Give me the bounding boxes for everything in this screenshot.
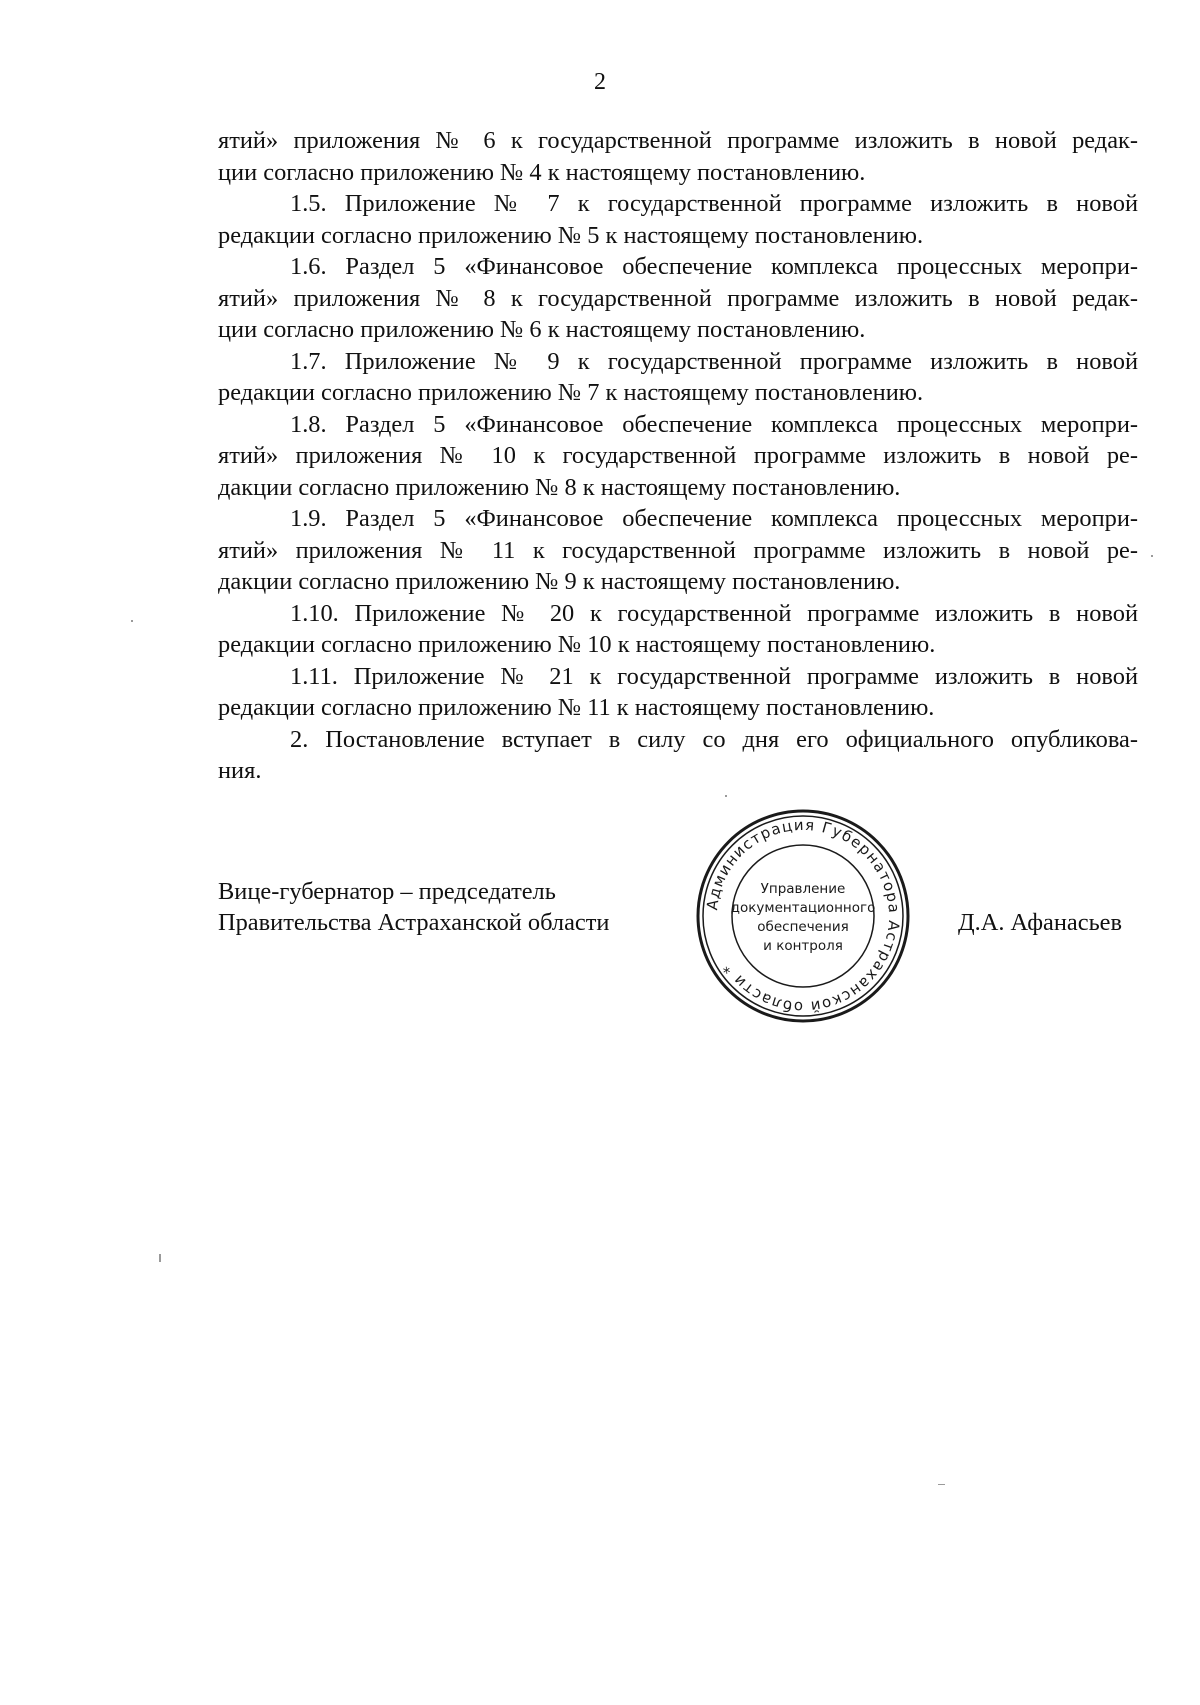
page-number: 2 <box>594 69 606 95</box>
scan-speck <box>725 795 727 797</box>
paragraph-line: ятий» приложения № 8 к государственной программе изложить в новой редак- <box>218 284 1138 312</box>
paragraph-line: 1.6. Раздел 5 «Финансовое обеспечение комплекса процессных меропри- <box>290 253 1138 280</box>
signatory-position <box>218 876 609 938</box>
paragraph-line: 1.5. Приложение № 7 к государственной программе изложить в новой <box>290 190 1138 217</box>
document-body <box>218 125 1138 787</box>
paragraph-line: редакции согласно приложению № 11 к настоящему постановлению. <box>218 694 935 721</box>
paragraph <box>218 188 1138 251</box>
paragraph-line: ятий» приложения № 11 к государственной программе изложить в новой ре- <box>218 536 1138 564</box>
seal-inner-line: Управление <box>760 881 846 897</box>
paragraph-line: 1.9. Раздел 5 «Финансовое обеспечение комплекса процессных меропри- <box>290 505 1138 532</box>
paragraph <box>218 125 1138 188</box>
paragraph <box>218 346 1138 409</box>
paragraph-line: редакции согласно приложению № 7 к настоящему постановлению. <box>218 379 924 406</box>
signatory-position-line-2: Правительства Астраханской области <box>218 909 610 936</box>
paragraph-line: 1.10. Приложение № 20 к государственной программе изложить в новой <box>290 599 1138 627</box>
official-seal <box>693 806 913 1026</box>
seal-outer-text: Администрация Губернатора Астраханской области * <box>703 815 904 1017</box>
scan-speck <box>159 1254 161 1262</box>
paragraph-line: 1.11. Приложение № 21 к государственной программе изложить в новой <box>290 662 1138 690</box>
paragraph-line: ния. <box>218 757 262 784</box>
signatory-position-line-1: Вице-губернатор – председатель <box>218 878 556 905</box>
paragraph-line: 2. Постановление вступает в силу со дня его официального опубликова- <box>290 725 1138 753</box>
paragraph-line: редакции согласно приложению № 5 к настоящему постановлению. <box>218 221 924 249</box>
paragraph <box>218 661 1138 724</box>
paragraph-line: ятий» приложения № 6 к государственной программе изложить в новой редак- <box>218 127 1138 154</box>
paragraph-line: ции согласно приложению № 4 к настоящему постановлению. <box>218 158 866 186</box>
paragraph-line: 1.8. Раздел 5 «Финансовое обеспечение комплекса процессных меропри- <box>290 410 1138 438</box>
paragraph <box>218 251 1138 346</box>
paragraph-line: дакции согласно приложению № 9 к настоящему постановлению. <box>218 568 901 595</box>
paragraph-line: дакции согласно приложению № 8 к настоящему постановлению. <box>218 473 901 501</box>
scan-speck <box>938 1484 945 1485</box>
scan-speck <box>131 620 133 622</box>
paragraph-line: 1.7. Приложение № 9 к государственной программе изложить в новой <box>290 347 1138 375</box>
seal-inner-line: и контроля <box>763 938 843 954</box>
paragraph-line: ятий» приложения № 10 к государственной программе изложить в новой ре- <box>218 442 1138 469</box>
paragraph <box>218 503 1138 598</box>
seal-inner-line: обеспечения <box>757 919 849 935</box>
paragraph <box>218 409 1138 504</box>
scan-speck <box>1151 555 1153 557</box>
paragraph <box>218 598 1138 661</box>
paragraph-line: ции согласно приложению № 6 к настоящему постановлению. <box>218 316 866 343</box>
paragraph <box>218 724 1138 787</box>
paragraph-line: редакции согласно приложению № 10 к настоящему постановлению. <box>218 631 936 658</box>
seal-inner-line: документационного <box>730 900 876 916</box>
signatory-name: Д.А. Афанасьев <box>958 909 1123 936</box>
